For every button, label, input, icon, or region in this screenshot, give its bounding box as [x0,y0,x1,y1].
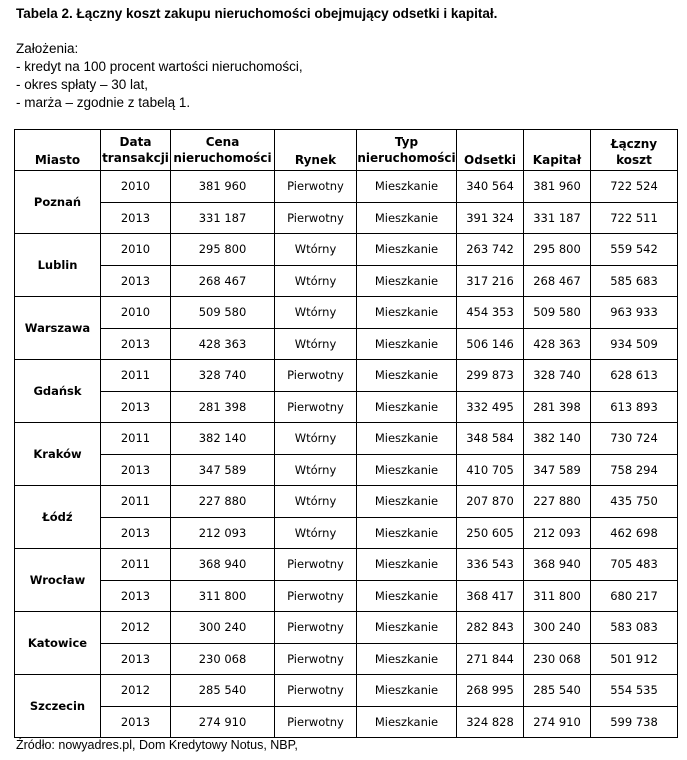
total-cell: 435 750 [591,486,678,518]
price-cell: 212 093 [171,517,275,549]
interest-cell: 317 216 [457,265,524,297]
year-cell: 2011 [101,549,171,581]
total-cell: 613 893 [591,391,678,423]
market-cell: Pierwotny [275,360,357,392]
source-note: Źródło: nowyadres.pl, Dom Kredytowy Notus, NBP, [16,738,298,752]
total-cell: 680 217 [591,580,678,612]
market-cell: Wtórny [275,265,357,297]
table-row [15,612,678,644]
table-row [15,517,678,549]
price-cell: 295 800 [171,234,275,266]
table-row [15,202,678,234]
capital-cell: 347 589 [524,454,591,486]
city-cell: Łódź [15,486,101,549]
market-cell: Pierwotny [275,706,357,738]
market-cell: Wtórny [275,517,357,549]
year-cell: 2011 [101,360,171,392]
assumption-item: - okres spłaty – 30 lat, [16,77,149,92]
total-cell: 554 535 [591,675,678,707]
header-type: Typ nieruchomości [357,130,457,171]
market-cell: Pierwotny [275,171,357,203]
price-cell: 328 740 [171,360,275,392]
header-date: Data transakcji [101,130,171,171]
table-row [15,675,678,707]
type-cell: Mieszkanie [357,328,457,360]
market-cell: Wtórny [275,328,357,360]
city-cell: Katowice [15,612,101,675]
price-cell: 509 580 [171,297,275,329]
table-row [15,328,678,360]
table-row [15,706,678,738]
interest-cell: 299 873 [457,360,524,392]
total-cell: 963 933 [591,297,678,329]
total-cell: 722 511 [591,202,678,234]
table-row [15,643,678,675]
year-cell: 2013 [101,454,171,486]
table-row [15,171,678,203]
capital-cell: 300 240 [524,612,591,644]
price-cell: 428 363 [171,328,275,360]
header-total: Łączny koszt [591,130,678,171]
city-cell: Gdańsk [15,360,101,423]
capital-cell: 381 960 [524,171,591,203]
interest-cell: 324 828 [457,706,524,738]
year-cell: 2013 [101,643,171,675]
market-cell: Pierwotny [275,202,357,234]
year-cell: 2013 [101,706,171,738]
interest-cell: 454 353 [457,297,524,329]
market-cell: Wtórny [275,486,357,518]
header-market: Rynek [275,130,357,171]
capital-cell: 285 540 [524,675,591,707]
interest-cell: 207 870 [457,486,524,518]
total-cell: 559 542 [591,234,678,266]
city-cell: Kraków [15,423,101,486]
type-cell: Mieszkanie [357,297,457,329]
table-row [15,486,678,518]
capital-cell: 230 068 [524,643,591,675]
price-cell: 281 398 [171,391,275,423]
table-row [15,234,678,266]
year-cell: 2010 [101,297,171,329]
year-cell: 2013 [101,580,171,612]
price-cell: 331 187 [171,202,275,234]
price-cell: 285 540 [171,675,275,707]
type-cell: Mieszkanie [357,612,457,644]
capital-cell: 382 140 [524,423,591,455]
total-cell: 934 509 [591,328,678,360]
table-row [15,423,678,455]
type-cell: Mieszkanie [357,517,457,549]
capital-cell: 368 940 [524,549,591,581]
year-cell: 2012 [101,675,171,707]
city-cell: Wrocław [15,549,101,612]
year-cell: 2010 [101,234,171,266]
price-cell: 381 960 [171,171,275,203]
total-cell: 501 912 [591,643,678,675]
total-cell: 599 738 [591,706,678,738]
market-cell: Pierwotny [275,391,357,423]
type-cell: Mieszkanie [357,360,457,392]
year-cell: 2010 [101,171,171,203]
type-cell: Mieszkanie [357,423,457,455]
interest-cell: 340 564 [457,171,524,203]
assumptions-block [16,40,303,112]
city-cell: Warszawa [15,297,101,360]
type-cell: Mieszkanie [357,454,457,486]
total-cell: 583 083 [591,612,678,644]
capital-cell: 268 467 [524,265,591,297]
interest-cell: 332 495 [457,391,524,423]
table-row [15,454,678,486]
assumption-item: - marża – zgodnie z tabelą 1. [16,95,191,110]
type-cell: Mieszkanie [357,675,457,707]
year-cell: 2013 [101,328,171,360]
price-cell: 368 940 [171,549,275,581]
assumption-item: - kredyt na 100 procent wartości nieruchomości, [16,59,303,74]
total-cell: 722 524 [591,171,678,203]
table-row [15,360,678,392]
market-cell: Wtórny [275,454,357,486]
total-cell: 462 698 [591,517,678,549]
price-cell: 274 910 [171,706,275,738]
type-cell: Mieszkanie [357,171,457,203]
market-cell: Wtórny [275,234,357,266]
type-cell: Mieszkanie [357,549,457,581]
type-cell: Mieszkanie [357,391,457,423]
type-cell: Mieszkanie [357,202,457,234]
year-cell: 2013 [101,391,171,423]
interest-cell: 250 605 [457,517,524,549]
capital-cell: 295 800 [524,234,591,266]
price-cell: 227 880 [171,486,275,518]
interest-cell: 391 324 [457,202,524,234]
total-cell: 585 683 [591,265,678,297]
interest-cell: 263 742 [457,234,524,266]
market-cell: Pierwotny [275,580,357,612]
price-cell: 347 589 [171,454,275,486]
capital-cell: 227 880 [524,486,591,518]
total-cell: 730 724 [591,423,678,455]
total-cell: 758 294 [591,454,678,486]
table-title: Tabela 2. Łączny koszt zakupu nieruchomości obejmujący odsetki i kapitał. [16,6,498,21]
table-row [15,549,678,581]
interest-cell: 368 417 [457,580,524,612]
type-cell: Mieszkanie [357,706,457,738]
year-cell: 2012 [101,612,171,644]
market-cell: Wtórny [275,423,357,455]
capital-cell: 274 910 [524,706,591,738]
year-cell: 2011 [101,423,171,455]
total-cell: 705 483 [591,549,678,581]
type-cell: Mieszkanie [357,265,457,297]
interest-cell: 282 843 [457,612,524,644]
price-cell: 311 800 [171,580,275,612]
interest-cell: 348 584 [457,423,524,455]
capital-cell: 212 093 [524,517,591,549]
type-cell: Mieszkanie [357,643,457,675]
table-body [15,171,678,738]
capital-cell: 509 580 [524,297,591,329]
header-city: Miasto [15,130,101,171]
interest-cell: 336 543 [457,549,524,581]
table-row [15,265,678,297]
city-cell: Lublin [15,234,101,297]
cost-table [14,129,678,738]
header-interest: Odsetki [457,130,524,171]
header-price: Cena nieruchomości [171,130,275,171]
interest-cell: 268 995 [457,675,524,707]
market-cell: Pierwotny [275,675,357,707]
city-cell: Poznań [15,171,101,234]
assumptions-heading: Założenia: [16,41,79,56]
price-cell: 230 068 [171,643,275,675]
year-cell: 2013 [101,517,171,549]
capital-cell: 281 398 [524,391,591,423]
market-cell: Pierwotny [275,549,357,581]
header-row [15,130,678,171]
interest-cell: 410 705 [457,454,524,486]
capital-cell: 311 800 [524,580,591,612]
type-cell: Mieszkanie [357,234,457,266]
year-cell: 2013 [101,265,171,297]
interest-cell: 506 146 [457,328,524,360]
capital-cell: 428 363 [524,328,591,360]
table-row [15,391,678,423]
year-cell: 2011 [101,486,171,518]
price-cell: 382 140 [171,423,275,455]
table-row [15,580,678,612]
market-cell: Pierwotny [275,643,357,675]
city-cell: Szczecin [15,675,101,738]
year-cell: 2013 [101,202,171,234]
table-row [15,297,678,329]
price-cell: 300 240 [171,612,275,644]
capital-cell: 331 187 [524,202,591,234]
market-cell: Pierwotny [275,612,357,644]
type-cell: Mieszkanie [357,486,457,518]
interest-cell: 271 844 [457,643,524,675]
market-cell: Wtórny [275,297,357,329]
price-cell: 268 467 [171,265,275,297]
type-cell: Mieszkanie [357,580,457,612]
total-cell: 628 613 [591,360,678,392]
capital-cell: 328 740 [524,360,591,392]
header-capital: Kapitał [524,130,591,171]
